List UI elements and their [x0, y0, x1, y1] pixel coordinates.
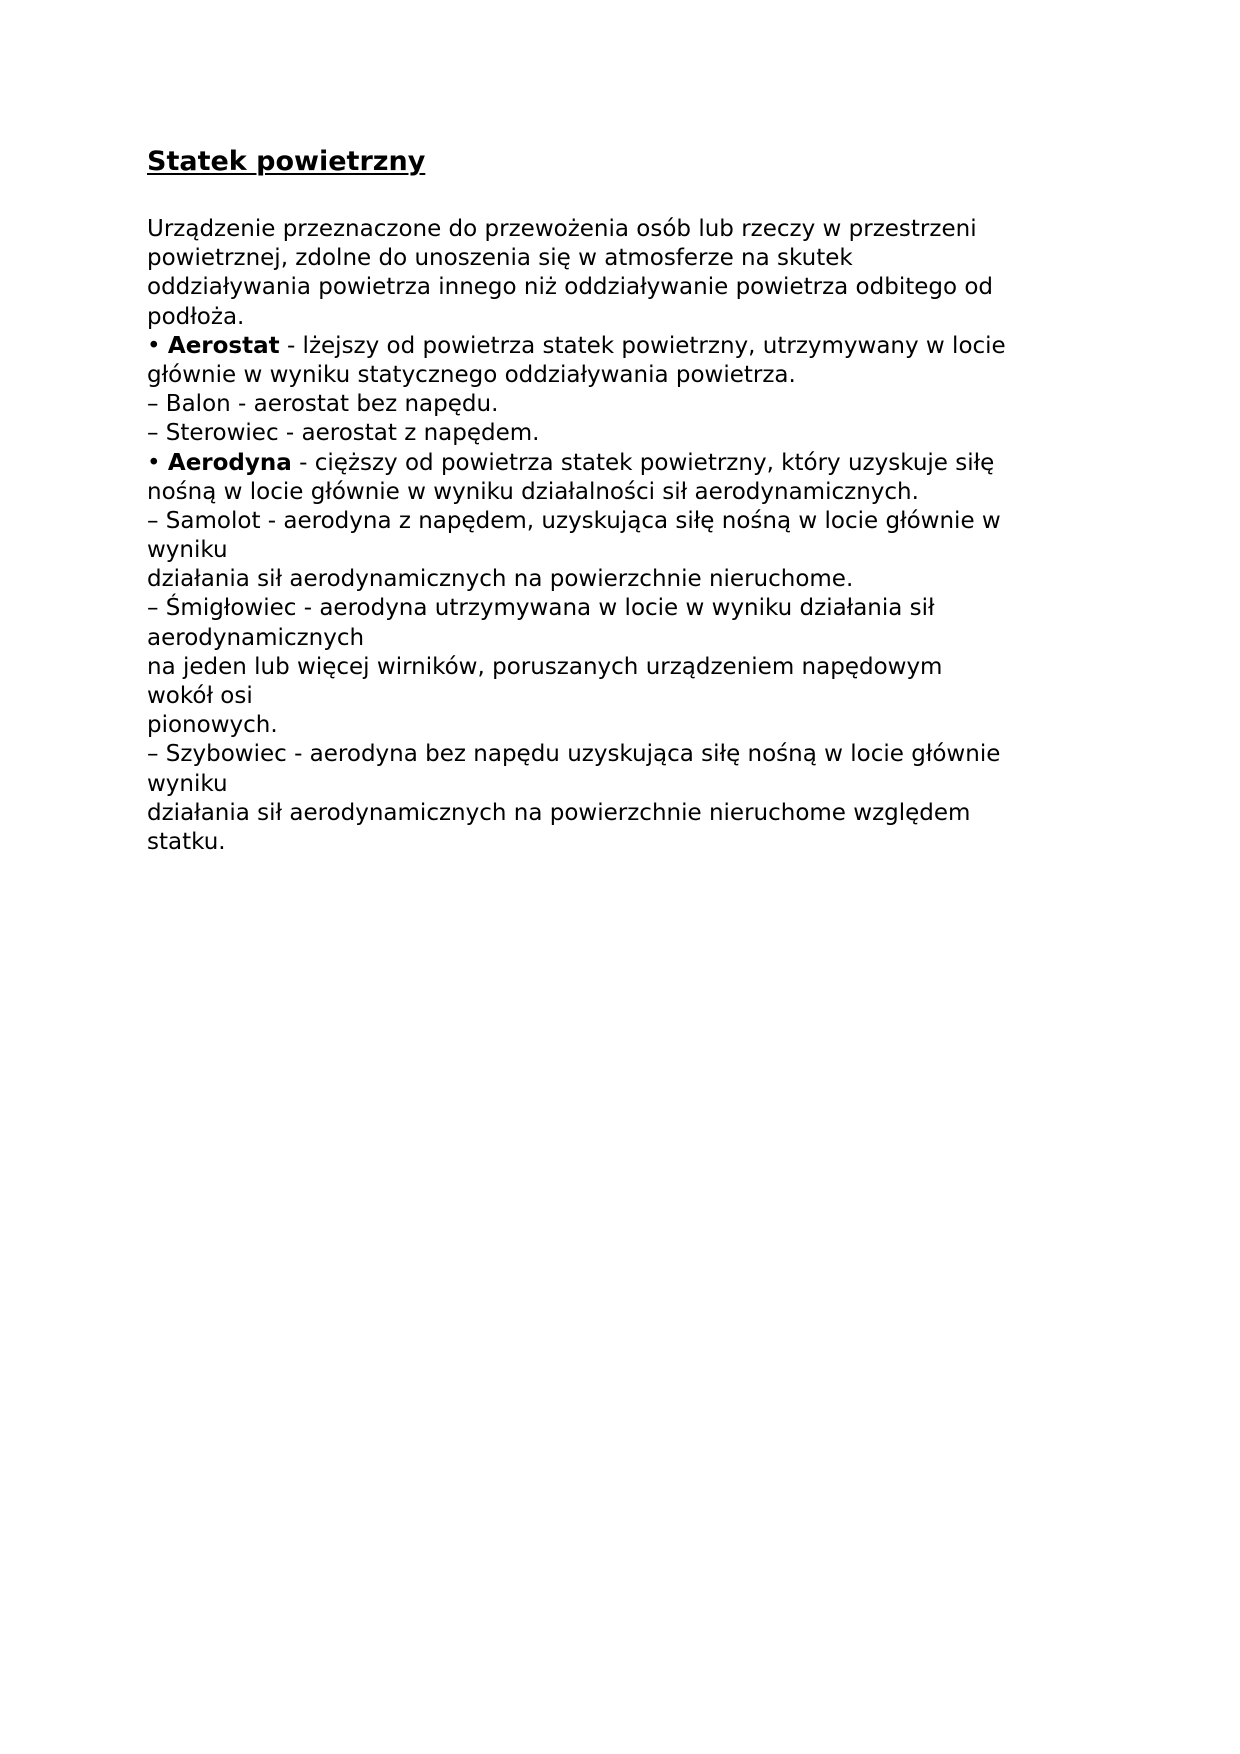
- paragraph-line: aerodynamicznych: [147, 624, 365, 651]
- document-title: Statek powietrzny: [147, 146, 426, 177]
- bullet-item-aerodyna: [147, 449, 1107, 478]
- dash-item-smiglowiec: – Śmigłowiec - aerodyna utrzymywana w locie w wyniku działania sił: [147, 595, 935, 622]
- paragraph-line: Urządzenie przeznaczone do przewożenia osób lub rzeczy w przestrzeni: [147, 216, 977, 242]
- definition-text: - lżejszy od powietrza statek powietrzny, utrzymywany w locie: [279, 332, 1006, 359]
- paragraph-line: wyniku: [147, 537, 228, 564]
- paragraph-line: działania sił aerodynamicznych na powierzchnie nieruchome względem: [147, 799, 971, 826]
- dash-item-samolot: – Samolot - aerodyna z napędem, uzyskująca siłę nośną w locie głównie w: [147, 507, 1001, 534]
- paragraph-line: podłoża.: [147, 303, 245, 330]
- term-aerodyna: Aerodyna: [167, 449, 292, 476]
- bullet-item-aerostat: [147, 332, 1107, 361]
- paragraph-line: na jeden lub więcej wirników, poruszanych urządzeniem napędowym: [147, 653, 943, 680]
- paragraph-line: wokół osi: [147, 683, 253, 709]
- paragraph-line: wyniku: [147, 770, 228, 797]
- dash-item-balon: – Balon - aerostat bez napędu.: [147, 391, 499, 418]
- paragraph-line: nośną w locie głównie w wyniku działalności sił aerodynamicznych.: [147, 478, 919, 505]
- paragraph-line: głównie w wyniku statycznego oddziaływania powietrza.: [147, 361, 796, 388]
- paragraph-line: działania sił aerodynamicznych na powierzchnie nieruchome.: [147, 566, 854, 593]
- paragraph-line: statku.: [147, 828, 226, 855]
- dash-item-szybowiec: – Szybowiec - aerodyna bez napędu uzyskująca siłę nośną w locie głównie: [147, 741, 1001, 768]
- dash-item-sterowiec: – Sterowiec - aerostat z napędem.: [147, 420, 540, 447]
- definition-text: - cięższy od powietrza statek powietrzny, który uzyskuje siłę: [291, 449, 995, 476]
- bullet-icon: •: [147, 332, 168, 359]
- term-aerostat: Aerostat: [167, 332, 280, 359]
- paragraph-line: powietrznej, zdolne do unoszenia się w atmosferze na skutek: [147, 245, 853, 272]
- paragraph-line: oddziaływania powietrza innego niż oddziaływanie powietrza odbitego od: [147, 274, 994, 301]
- paragraph-line: pionowych.: [147, 712, 278, 739]
- bullet-icon: •: [147, 449, 168, 476]
- document-body: [147, 215, 1107, 857]
